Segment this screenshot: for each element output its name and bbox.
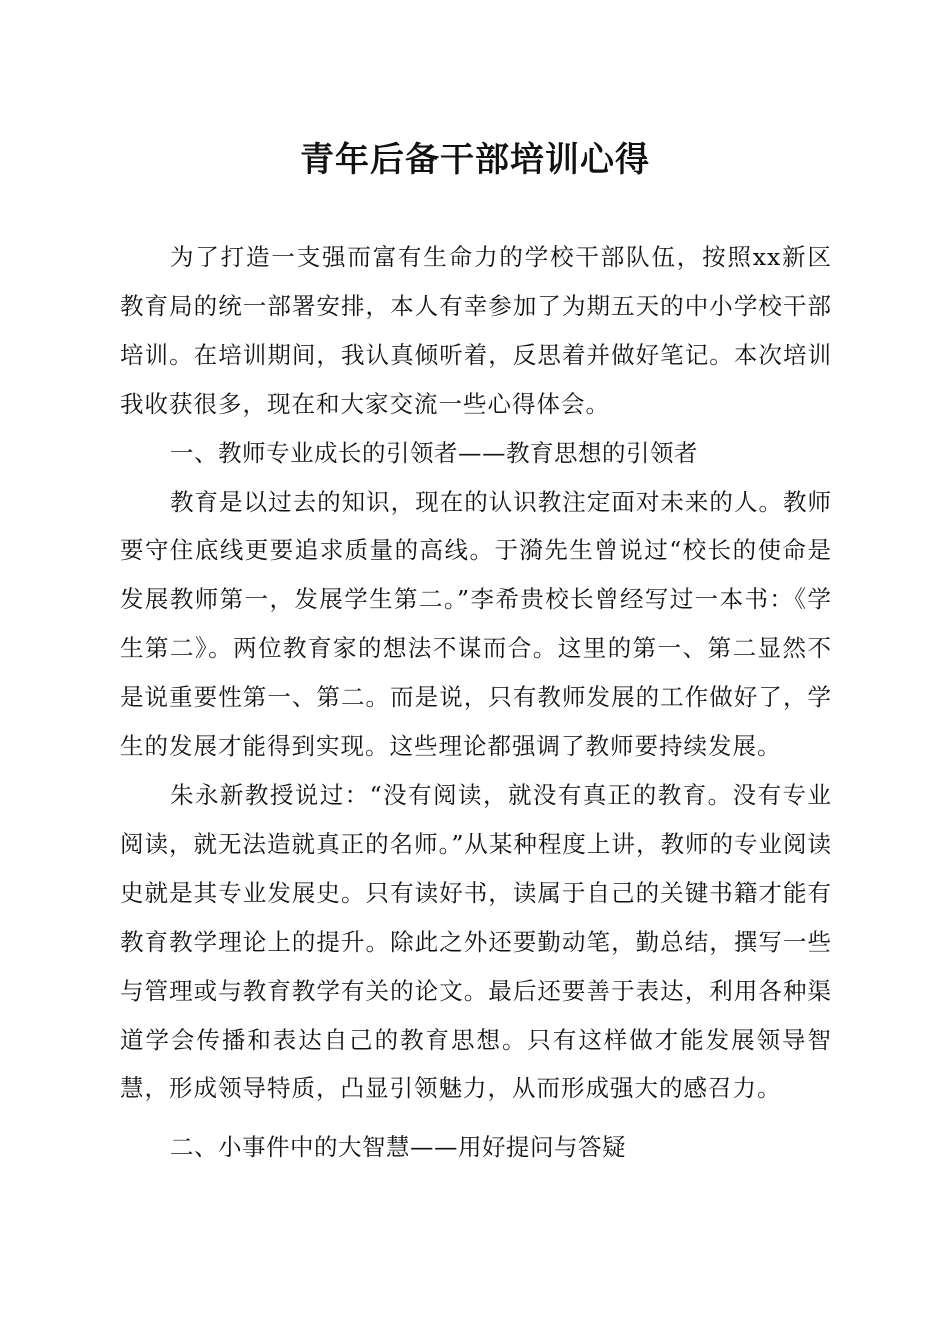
intro-paragraph: 为了打造一支强而富有生命力的学校干部队伍，按照xx新区教育局的统一部署安排，本人有幸参加了为期五天的中小学校干部培训。在培训期间，我认真倾听着，反思着并做好笔记。本次培训我收获很多，现在和大家交流一些心得体会。	[120, 243, 832, 418]
section-heading-2: 二、小事件中的大智慧——用好提问与答疑	[170, 1133, 626, 1162]
section-1-paragraph-1: 教育是以过去的知识，现在的认识教注定面对未来的人。教师要守住底线更要追求质量的高线。于漪先生曾说过“校长的使命是发展教师第一，发展学生第二。”李希贵校长曾经写过一本书：《学生第二》。两位教育家的想法不谋而合。这里的第一、第二显然不是说重要性第一、第二。而是说，只有教师发展的工作做好了，学生的发展才能得到实现。这些理论都强调了教师要持续发展。	[120, 487, 832, 761]
document-title: 青年后备干部培训心得	[300, 140, 650, 180]
section-heading-1: 一、教师专业成长的引领者——教育思想的引领者	[170, 438, 698, 467]
section-1-paragraph-2: 朱永新教授说过：“没有阅读，就没有真正的教育。没有专业阅读，就无法造就真正的名师。”从某种程度上讲，教师的专业阅读史就是其专业发展史。只有读好书，读属于自己的关键书籍才能有教育教学理论上的提升。除此之外还要勤动笔，勤总结，撰写一些与管理或与教育教学有关的论文。最后还要善于表达，利用各种渠道学会传播和表达自己的教育思想。只有这样做才能发展领导智慧，形成领导特质，凸显引领魅力，从而形成强大的感召力。	[120, 780, 832, 1103]
document-body	[120, 233, 832, 1172]
